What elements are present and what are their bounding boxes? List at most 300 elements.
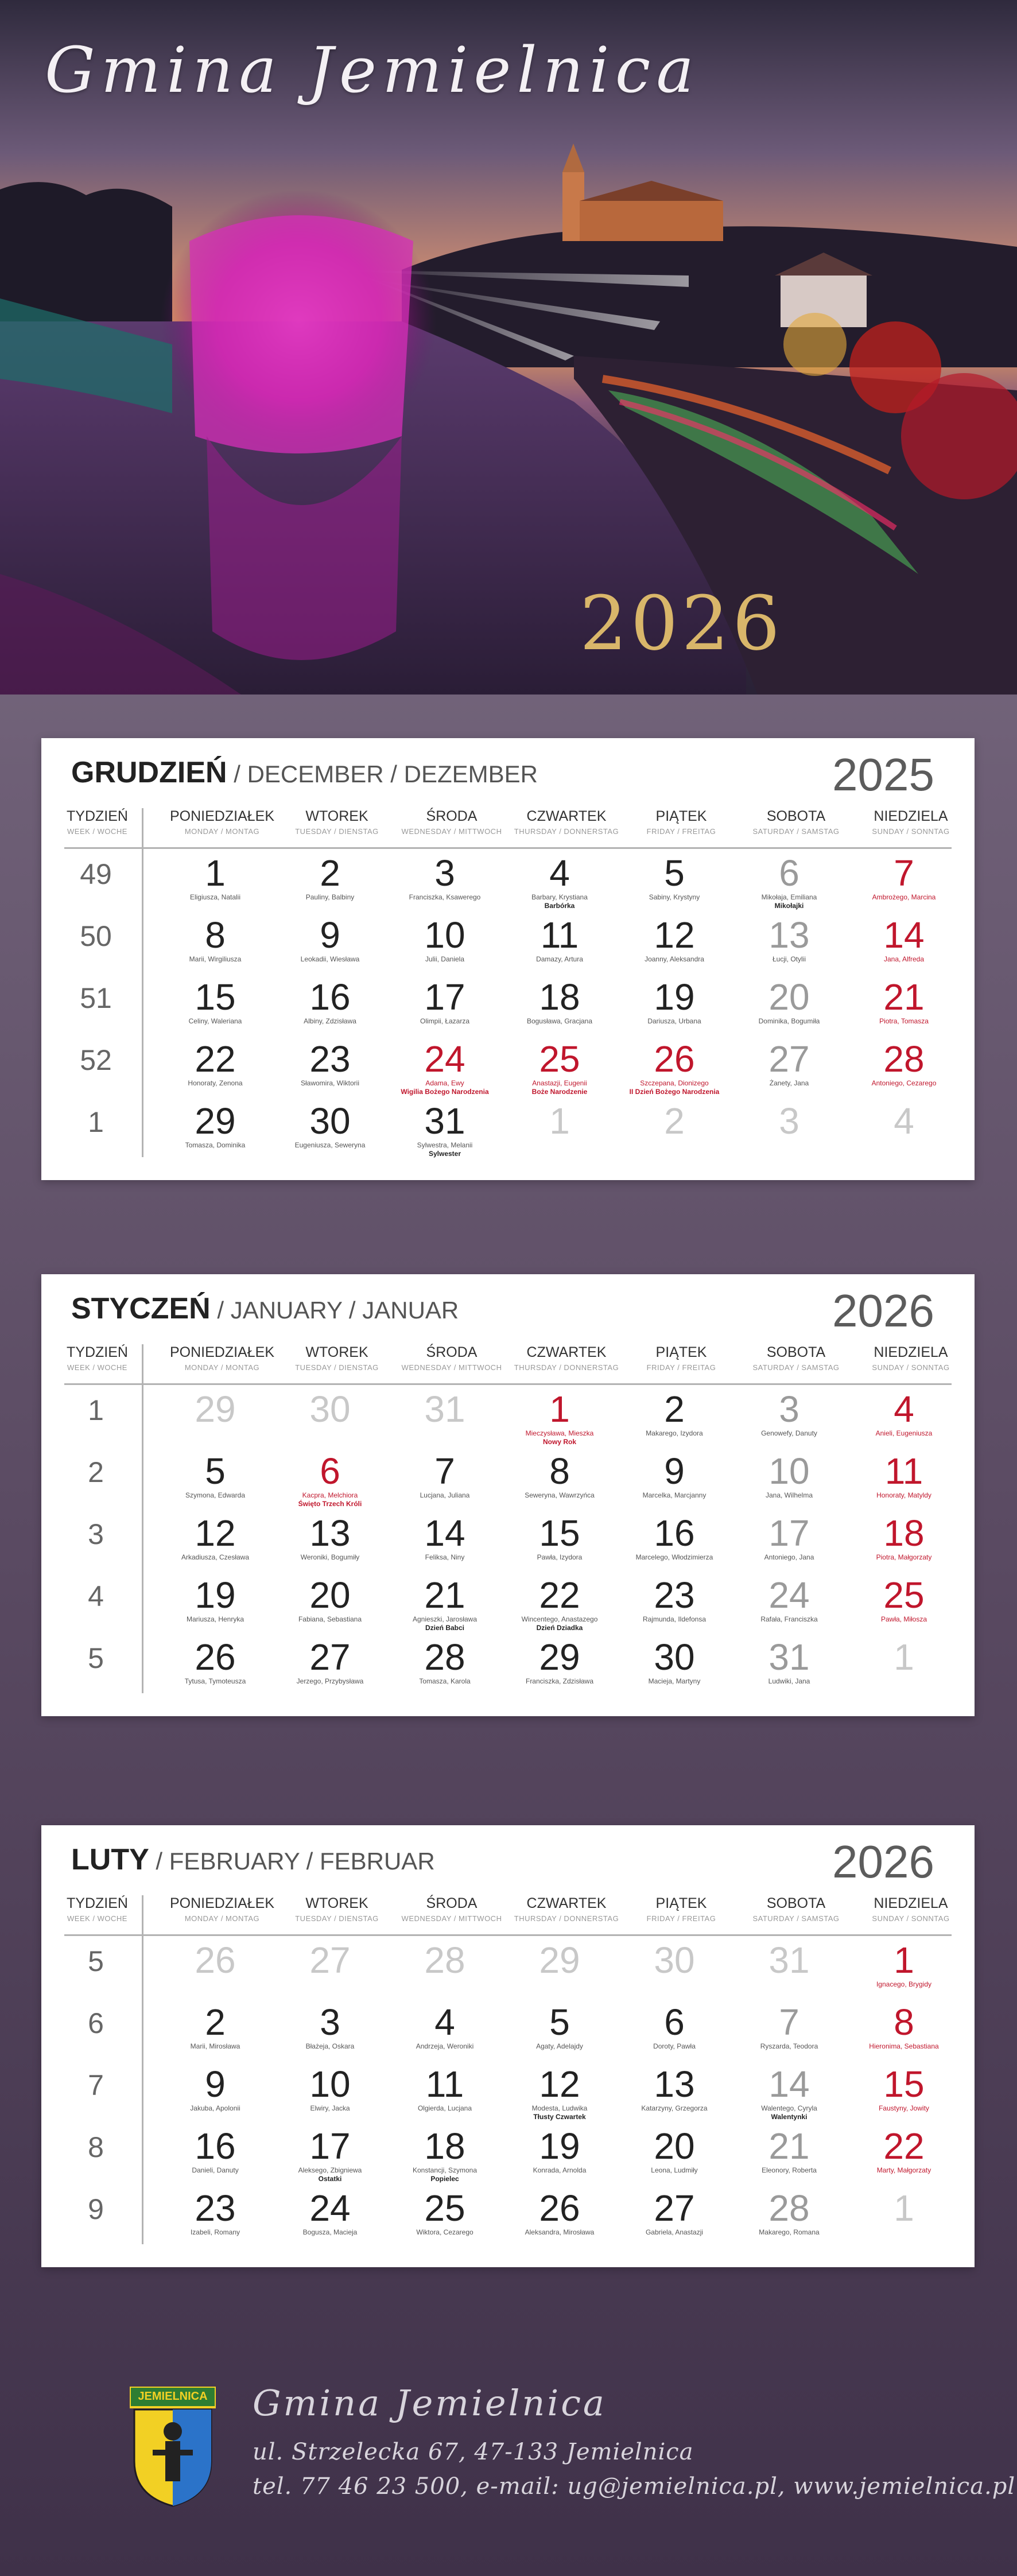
holiday-label: Ostatki (318, 2175, 342, 2183)
day-cell[interactable] (502, 915, 617, 964)
day-cell[interactable] (273, 1575, 387, 1624)
weekday-header-label: TYDZIEŃ (67, 1895, 128, 1911)
header-divider (64, 1383, 952, 1385)
day-cell[interactable] (158, 1940, 273, 1980)
day-cell[interactable] (732, 1637, 847, 1686)
day-cell[interactable] (617, 2126, 732, 2175)
weekday-header (165, 1895, 280, 1923)
day-cell[interactable] (847, 1101, 961, 1141)
week-number: 51 (80, 982, 112, 1014)
day-number: 26 (539, 2187, 580, 2229)
day-cell[interactable] (732, 2064, 847, 2121)
day-number: 1 (894, 1939, 914, 1981)
day-cell[interactable] (387, 1101, 502, 1158)
day-cell[interactable] (502, 1039, 617, 1096)
day-cell[interactable] (502, 1575, 617, 1632)
day-cell[interactable] (387, 915, 502, 964)
holiday-label: Sylwester (428, 1150, 461, 1158)
weekday-header-label: NIEDZIELA (874, 1895, 948, 1911)
day-number: 23 (195, 2187, 236, 2229)
weekday-header-sublabel: MONDAY / MONTAG (184, 1914, 260, 1923)
day-cell[interactable] (617, 1451, 732, 1500)
week-number: 1 (88, 1394, 104, 1426)
day-cell[interactable] (847, 1513, 961, 1562)
day-number: 7 (434, 1450, 455, 1492)
day-cell[interactable] (847, 2188, 961, 2228)
week-number: 6 (88, 2007, 104, 2039)
day-cell[interactable] (273, 1940, 387, 1980)
day-number: 1 (549, 1100, 570, 1142)
month-name-translations: / FEBRUARY / FEBRUAR (149, 1848, 435, 1875)
weekday-header-row (64, 808, 950, 848)
day-cell[interactable] (158, 1637, 273, 1686)
name-day: Pawła, Izydora (537, 1553, 583, 1561)
day-cell[interactable] (158, 2188, 273, 2237)
month-name-pl: LUTY (71, 1843, 149, 1876)
name-day: Honoraty, Matyldy (876, 1491, 931, 1499)
name-day: Antoniego, Cezarego (871, 1079, 937, 1087)
name-day: Szymona, Edwarda (185, 1491, 246, 1499)
month-title (71, 1842, 435, 1877)
name-day: Antoniego, Jana (764, 1553, 814, 1561)
day-number: 13 (309, 1512, 351, 1554)
day-number: 16 (309, 976, 351, 1018)
day-number: 29 (539, 1939, 580, 1981)
weekday-header-sublabel: MONDAY / MONTAG (184, 1363, 260, 1372)
name-day: Barbary, Krystiana (531, 893, 588, 901)
day-cell[interactable] (158, 1513, 273, 1562)
day-cell[interactable] (387, 1451, 502, 1500)
weekday-header (394, 808, 509, 836)
day-number: 22 (883, 2125, 925, 2167)
day-cell[interactable] (847, 2064, 961, 2113)
day-cell[interactable] (273, 2064, 387, 2113)
weekday-header-sublabel: THURSDAY / DONNERSTAG (514, 827, 619, 836)
day-number: 12 (539, 2063, 580, 2105)
name-day: Feliksa, Niny (425, 1553, 465, 1561)
name-day: Modesta, Ludwika (531, 2104, 588, 2112)
day-number: 18 (424, 2125, 465, 2167)
day-cell[interactable] (732, 2188, 847, 2237)
week-column-divider (142, 1895, 143, 2244)
name-day: Izabeli, Romany (190, 2228, 240, 2236)
day-cell[interactable] (158, 1451, 273, 1500)
day-number: 3 (779, 1100, 799, 1142)
day-cell[interactable] (732, 1039, 847, 1088)
holiday-label: Barbórka (544, 902, 575, 910)
name-day: Dariusza, Urbana (647, 1017, 701, 1025)
day-cell[interactable] (617, 2002, 732, 2051)
weekday-header-sublabel: WEDNESDAY / MITTWOCH (401, 1914, 502, 1923)
day-cell[interactable] (617, 977, 732, 1026)
day-cell[interactable] (387, 853, 502, 902)
holiday-label: Wigilia Bożego Narodzenia (401, 1088, 489, 1096)
day-cell[interactable] (847, 1451, 961, 1500)
day-cell[interactable] (847, 1389, 961, 1438)
day-number: 19 (654, 976, 695, 1018)
day-number: 24 (309, 2187, 351, 2229)
day-cell[interactable] (273, 2188, 387, 2237)
day-cell[interactable] (847, 1637, 961, 1677)
weekday-header-label: SOBOTA (766, 808, 826, 824)
day-cell[interactable] (158, 1101, 273, 1150)
name-day: Olimpii, Łazarza (420, 1017, 470, 1025)
weekday-header-label: PIĄTEK (655, 1344, 707, 1360)
name-day: Piotra, Małgorzaty (876, 1553, 932, 1561)
day-cell[interactable] (273, 1101, 387, 1150)
day-cell[interactable] (502, 2126, 617, 2175)
day-number: 4 (549, 852, 570, 894)
day-cell[interactable] (732, 1389, 847, 1438)
day-number: 30 (309, 1100, 351, 1142)
name-day: Makarego, Romana (759, 2228, 820, 2236)
day-cell[interactable] (502, 1513, 617, 1562)
day-cell[interactable] (732, 977, 847, 1026)
day-cell[interactable] (387, 1389, 502, 1429)
day-number: 1 (549, 1388, 570, 1430)
day-cell[interactable] (732, 2002, 847, 2051)
name-day: Pawła, Miłosza (880, 1615, 927, 1623)
day-number: 8 (894, 2001, 914, 2043)
day-number: 27 (309, 1939, 351, 1981)
name-day: Dominika, Bogumiła (758, 1017, 820, 1025)
holiday-label: Mikołajki (774, 902, 804, 910)
day-number: 29 (195, 1100, 236, 1142)
day-cell[interactable] (502, 1637, 617, 1686)
day-number: 20 (309, 1574, 351, 1616)
weekday-header-sublabel: FRIDAY / FREITAG (646, 827, 716, 836)
day-cell[interactable] (732, 1940, 847, 1980)
name-day: Szczepana, Dionizego (640, 1079, 709, 1087)
day-number: 6 (779, 852, 799, 894)
day-cell[interactable] (158, 1575, 273, 1624)
weekday-header-label: PONIEDZIAŁEK (170, 1895, 274, 1911)
weekday-header (853, 808, 968, 836)
name-day: Jana, Alfreda (883, 955, 925, 963)
name-day: Doroty, Pawła (653, 2042, 696, 2050)
day-number: 31 (768, 1636, 810, 1678)
name-day: Pauliny, Balbiny (305, 893, 355, 901)
day-cell[interactable] (847, 853, 961, 902)
weekday-header-sublabel: WEDNESDAY / MITTWOCH (401, 1363, 502, 1372)
day-cell[interactable] (732, 853, 847, 910)
day-number: 27 (654, 2187, 695, 2229)
day-cell[interactable] (617, 1513, 732, 1562)
name-day: Łucji, Otylii (772, 955, 806, 963)
name-day: Marty, Małgorzaty (876, 2166, 931, 2174)
name-day: Julii, Daniela (425, 955, 465, 963)
weekday-header-label: ŚRODA (426, 1344, 478, 1360)
weekday-header-label: TYDZIEŃ (67, 1344, 128, 1360)
day-cell[interactable] (732, 1575, 847, 1624)
name-day: Tomasza, Karola (419, 1677, 471, 1685)
weekday-header-label: SOBOTA (766, 1895, 826, 1911)
day-number: 10 (424, 914, 465, 956)
name-day: Eugeniusza, Sewеryna (294, 1141, 366, 1149)
day-number: 29 (195, 1388, 236, 1430)
weekday-header-sublabel: FRIDAY / FREITAG (646, 1914, 716, 1923)
week-column-divider (142, 808, 143, 1157)
name-day: Ryszarda, Teodora (760, 2042, 818, 2050)
week-number: 7 (88, 2069, 104, 2101)
name-day: Ludwiki, Jana (768, 1677, 810, 1685)
day-cell[interactable] (617, 1575, 732, 1624)
day-number: 10 (309, 2063, 351, 2105)
name-day: Eleonory, Roberta (762, 2166, 817, 2174)
weekday-header-sublabel: TUESDAY / DIENSTAG (295, 1914, 379, 1923)
day-cell[interactable] (847, 915, 961, 964)
day-number: 8 (205, 914, 226, 956)
weekday-header-label: NIEDZIELA (874, 1344, 948, 1360)
name-day: Albiny, Zdzisława (304, 1017, 356, 1025)
name-day: Agnieszki, Jarosława (412, 1615, 478, 1623)
name-day: Sławomira, Wiktorii (300, 1079, 359, 1087)
weekday-header-sublabel: FRIDAY / FREITAG (646, 1363, 716, 1372)
name-day: Seweryna, Wawrzyńca (525, 1491, 595, 1499)
name-day: Tytusa, Tymoteusza (184, 1677, 246, 1685)
day-number: 11 (540, 914, 579, 956)
name-day: Marii, Mirosława (190, 2042, 240, 2050)
day-cell[interactable] (387, 2064, 502, 2113)
weekday-header-sublabel: SUNDAY / SONNTAG (872, 827, 950, 836)
day-cell[interactable] (847, 2002, 961, 2051)
name-day: Sabiny, Krystyny (649, 893, 700, 901)
month-name-translations: / JANUARY / JANUAR (210, 1297, 459, 1324)
weekday-header (64, 808, 130, 836)
week-number: 4 (88, 1580, 104, 1612)
weekday-header (64, 1344, 130, 1372)
day-cell[interactable] (502, 1389, 617, 1446)
day-cell[interactable] (617, 2188, 732, 2237)
weekday-header-row (64, 1895, 950, 1935)
day-cell[interactable] (273, 1637, 387, 1686)
name-day: Celiny, Walerianа (188, 1017, 242, 1025)
day-cell[interactable] (273, 1513, 387, 1562)
day-cell[interactable] (617, 1039, 732, 1096)
name-day: Sylwestra, Melanii (417, 1141, 473, 1149)
month-name-translations: / DECEMBER / DEZEMBER (227, 761, 538, 787)
name-day: Fabiana, Sebastiana (298, 1615, 362, 1623)
day-number: 27 (309, 1636, 351, 1678)
day-number: 16 (654, 1512, 695, 1554)
day-cell[interactable] (847, 1940, 961, 1989)
day-number: 22 (195, 1038, 236, 1080)
day-cell[interactable] (158, 2064, 273, 2113)
day-cell[interactable] (158, 853, 273, 902)
footer-title: Gmina Jemielnica (253, 2382, 607, 2424)
name-day: Anastazji, Eugenii (532, 1079, 587, 1087)
day-cell[interactable] (387, 1637, 502, 1686)
weekday-header-label: ŚRODA (426, 1895, 478, 1911)
week-number: 5 (88, 1945, 104, 1977)
day-number: 24 (768, 1574, 810, 1616)
name-day: Katarzyny, Grzegorza (641, 2104, 708, 2112)
day-number: 7 (779, 2001, 799, 2043)
weekday-header (509, 1344, 624, 1372)
day-cell[interactable] (617, 1637, 732, 1686)
footer-contact[interactable]: tel. 77 46 23 500, e-mail: ug@jemielnica.pl, www.jemielnica.pl (253, 2473, 1016, 2500)
day-cell[interactable] (847, 2126, 961, 2175)
day-cell[interactable] (732, 2126, 847, 2175)
day-number: 6 (664, 2001, 685, 2043)
day-number: 8 (549, 1450, 570, 1492)
name-day: Marcelego, Włodzimierza (635, 1553, 713, 1561)
day-cell[interactable] (617, 915, 732, 964)
weekday-header-sublabel: WEEK / WOCHE (67, 1363, 127, 1372)
weekday-header (853, 1344, 968, 1372)
day-cell[interactable] (732, 1101, 847, 1141)
name-day: Danieli, Danuty (192, 2166, 239, 2174)
day-number: 6 (320, 1450, 340, 1492)
weekday-header-sublabel: SUNDAY / SONNTAG (872, 1914, 950, 1923)
name-day: Joanny, Aleksandra (645, 955, 704, 963)
weekday-header-label: PONIEDZIAŁEK (170, 808, 274, 824)
weekday-header-label: TYDZIEŃ (67, 808, 128, 824)
weekday-header-label: WTOREK (305, 808, 368, 824)
day-cell[interactable] (847, 1039, 961, 1088)
day-number: 14 (424, 1512, 465, 1554)
name-day: Marii, Wirgiliusza (189, 955, 242, 963)
day-number: 1 (894, 2187, 914, 2229)
day-cell[interactable] (617, 1101, 732, 1141)
day-cell[interactable] (273, 1039, 387, 1088)
day-cell[interactable] (387, 1039, 502, 1096)
day-cell[interactable] (158, 977, 273, 1026)
day-cell[interactable] (158, 1389, 273, 1429)
day-number: 30 (309, 1388, 351, 1430)
weekday-header (739, 808, 853, 836)
day-number: 10 (768, 1450, 810, 1492)
day-number: 2 (664, 1100, 685, 1142)
weekday-header-sublabel: WEEK / WOCHE (67, 827, 127, 836)
holiday-label: Walentynki (771, 2113, 808, 2121)
holiday-label: Tłusty Czwartek (533, 2113, 586, 2121)
day-number: 5 (205, 1450, 226, 1492)
day-cell[interactable] (387, 977, 502, 1026)
day-cell[interactable] (387, 1513, 502, 1562)
name-day: Tomasza, Dominika (185, 1141, 246, 1149)
week-number: 9 (88, 2193, 104, 2225)
day-cell[interactable] (502, 2064, 617, 2121)
day-cell[interactable] (502, 1451, 617, 1500)
day-number: 12 (654, 914, 695, 956)
holiday-label: Popielec (430, 2175, 459, 2183)
day-number: 20 (654, 2125, 695, 2167)
day-cell[interactable] (158, 2126, 273, 2175)
day-cell[interactable] (732, 915, 847, 964)
header-photo (0, 0, 1017, 695)
day-cell[interactable] (273, 977, 387, 1026)
day-number: 20 (768, 976, 810, 1018)
day-cell[interactable] (273, 853, 387, 902)
day-number: 21 (883, 976, 925, 1018)
calendar-month-panel (41, 1825, 975, 2267)
weekday-header-label: PONIEDZIAŁEK (170, 1344, 274, 1360)
calendar-month-panel (41, 1274, 975, 1716)
header-title: Gmina Jemielnica (45, 33, 700, 107)
day-cell[interactable] (273, 1451, 387, 1508)
day-number: 1 (894, 1636, 914, 1678)
day-cell[interactable] (732, 1451, 847, 1500)
day-cell[interactable] (387, 1575, 502, 1632)
day-cell[interactable] (387, 2188, 502, 2237)
weekday-header-sublabel: SATURDAY / SAMSTAG (752, 827, 840, 836)
name-day: Mikołaja, Emiliana (761, 893, 817, 901)
day-cell[interactable] (502, 1940, 617, 1980)
name-day: Adama, Ewy (425, 1079, 464, 1087)
day-cell[interactable] (273, 1389, 387, 1429)
name-day: Konrada, Arnolda (533, 2166, 587, 2174)
day-number: 14 (883, 914, 925, 956)
day-cell[interactable] (273, 915, 387, 964)
weekday-header (509, 808, 624, 836)
day-cell[interactable] (617, 2064, 732, 2113)
holiday-label: Dzień Dziadka (536, 1624, 583, 1632)
day-number: 28 (424, 1636, 465, 1678)
day-cell[interactable] (502, 2002, 617, 2051)
day-cell[interactable] (273, 2126, 387, 2183)
month-year: 2025 (832, 749, 934, 800)
day-number: 28 (424, 1939, 465, 1981)
day-number: 7 (894, 852, 914, 894)
weekday-header (280, 1895, 394, 1923)
weekday-header-label: SOBOTA (766, 1344, 826, 1360)
weekday-header (280, 1344, 394, 1372)
week-number: 5 (88, 1642, 104, 1674)
day-number: 23 (654, 1574, 695, 1616)
day-cell[interactable] (847, 977, 961, 1026)
holiday-label: Dzień Babci (425, 1624, 464, 1632)
day-cell[interactable] (617, 853, 732, 902)
holiday-label: Nowy Rok (542, 1438, 576, 1446)
day-number: 26 (195, 1939, 236, 1981)
day-number: 4 (894, 1388, 914, 1430)
month-title (71, 1291, 459, 1326)
name-day: Aleksego, Zbigniewa (298, 2166, 362, 2174)
week-number: 3 (88, 1518, 104, 1550)
day-cell[interactable] (158, 915, 273, 964)
day-cell[interactable] (502, 2188, 617, 2237)
day-cell[interactable] (732, 1513, 847, 1562)
name-day: Piotra, Tomasza (879, 1017, 929, 1025)
day-number: 15 (539, 1512, 580, 1554)
day-number: 9 (320, 914, 340, 956)
week-number: 8 (88, 2131, 104, 2163)
week-number: 52 (80, 1044, 112, 1076)
day-number: 31 (424, 1388, 465, 1430)
day-cell[interactable] (847, 1575, 961, 1624)
day-cell[interactable] (158, 1039, 273, 1088)
day-cell[interactable] (617, 1940, 732, 1980)
day-cell[interactable] (617, 1389, 732, 1438)
day-cell[interactable] (387, 2002, 502, 2051)
day-cell[interactable] (502, 853, 617, 910)
name-day: Hieronima, Sebastiana (869, 2042, 939, 2050)
day-cell[interactable] (158, 2002, 273, 2051)
weekday-header-label: CZWARTEK (526, 808, 607, 824)
day-cell[interactable] (387, 1940, 502, 1980)
day-cell[interactable] (273, 2002, 387, 2051)
day-cell[interactable] (502, 977, 617, 1026)
name-day: Franciszka, Ksawerego (409, 893, 481, 901)
weekday-header-sublabel: MONDAY / MONTAG (184, 827, 260, 836)
header-divider (64, 1934, 952, 1936)
day-cell[interactable] (387, 2126, 502, 2183)
weekday-header-sublabel: WEDNESDAY / MITTWOCH (401, 827, 502, 836)
day-cell[interactable] (502, 1101, 617, 1141)
name-day: Mieczysława, Mieszka (525, 1429, 594, 1437)
day-number: 21 (768, 2125, 810, 2167)
